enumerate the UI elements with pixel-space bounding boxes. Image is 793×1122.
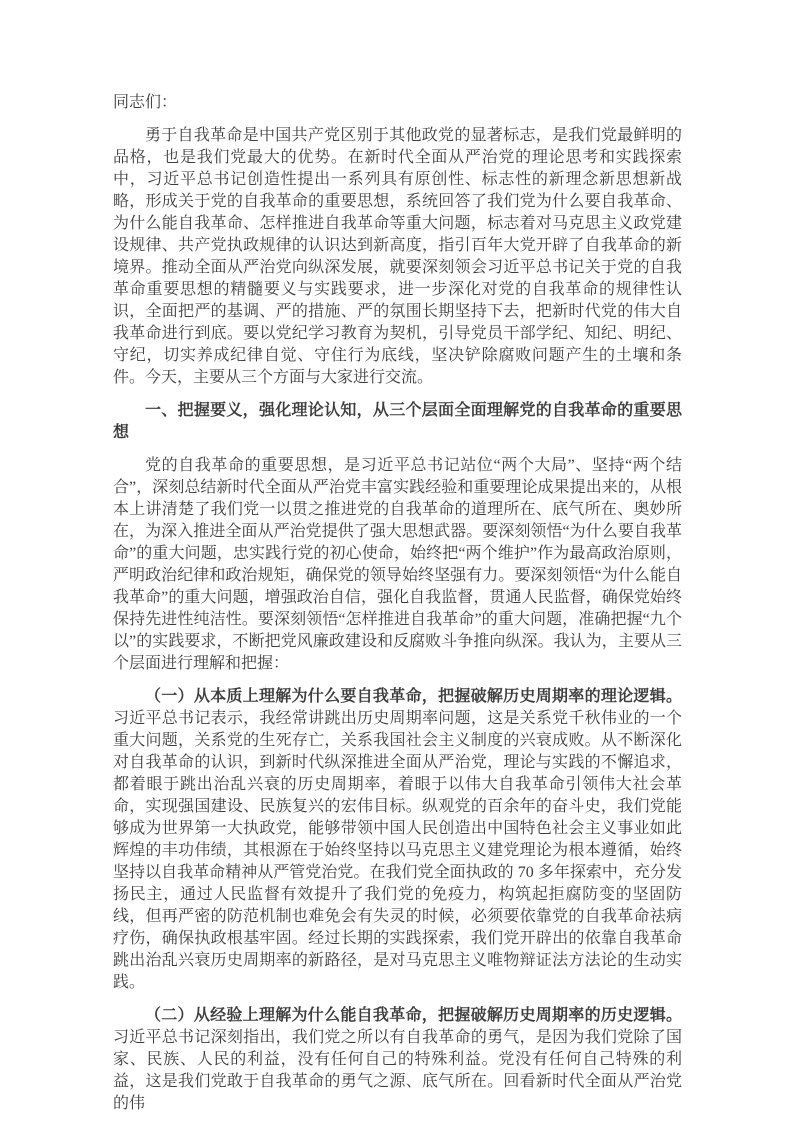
- intro-paragraph: 勇于自我革命是中国共产党区别于其他政党的显著标志，是我们党最鲜明的品格，也是我们党最大的优势。在新时代全面从严治党的理论思考和实践探索中，习近平总书记创造性提出一系列具有原创性、标志性的新理念新思想新战略，形成关于党的自我革命的重要思想，系统回答了我们党为什么要自我革命、为什么能自我革命、怎样推进自我革命等重大问题，标志着对马克思主义政党建设规律、共产党执政规律的认识达到新高度，指引百年大党开辟了自我革命的新境界。推动全面从严治党向纵深发展，就要深刻领会习近平总书记关于党的自我革命重要思想的精髓要义与实践要求，进一步深化对党的自我革命的规律性认识，全面把严的基调、严的措施、严的氛围长期坚持下去，把新时代党的伟大自我革命进行到底。要以党纪学习教育为契机，引导党员干部学纪、知纪、明纪、守纪，切实养成纪律自觉、守住行为底线，坚决铲除腐败问题产生的土壤和条件。今天，主要从三个方面与大家进行交流。: [113, 127, 682, 386]
- subsection-two-body: 习近平总书记深刻指出，我们党之所以有自我革命的勇气，是因为我们党除了国家、民族、人民的利益，没有任何自己的特殊利益。党没有任何自己特殊的利益，这是我们党敢于自我革命的勇气之源、底气所在。回看新时代全面从严治党的伟: [113, 1029, 682, 1112]
- subsection-two-paragraph: [113, 1005, 682, 1115]
- subsection-two-heading: （二）从经验上理解为什么能自我革命，把握破解历史周期率的历史逻辑。: [145, 1007, 682, 1024]
- subsection-one-heading: （一）从本质上理解为什么要自我革命，把握破解历史周期率的理论逻辑。: [145, 688, 682, 705]
- section-one-paragraph: 党的自我革命的重要思想，是习近平总书记站位“两个大局”、坚持“两个结合”，深刻总结新时代全面从严治党丰富实践经验和重要理论成果提出来的，从根本上讲清楚了我们党一以贯之推进党的自我革命的道理所在、底气所在、奥妙所在，为深入推进全面从严治党提供了强大思想武器。要深刻领悟“为什么要自我革命”的重大问题，忠实践行党的初心使命，始终把“两个维护”作为最高政治原则，严明政治纪律和政治规矩，确保党的领导始终坚强有力。要深刻领悟“为什么能自我革命”的重大问题，增强政治自信，强化自我监督，贯通人民监督，确保党始终保持先进性纯洁性。要深刻领悟“怎样推进自我革命”的重大问题，准确把握“九个以”的实践要求，不断把党风廉政建设和反腐败斗争推向纵深。我认为，主要从三个层面进行理解和把握：: [113, 457, 682, 672]
- section-one-heading: 一、把握要义，强化理论认知，从三个层面全面理解党的自我革命的重要思想: [113, 402, 682, 441]
- subsection-one-paragraph: [113, 686, 682, 994]
- salutation: 同志们：: [113, 94, 178, 111]
- subsection-one-body: 习近平总书记表示，我经常讲跳出历史周期率问题，这是关系党千秋伟业的一个重大问题，关系党的生死存亡，关系我国社会主义制度的兴衰成败。从不断深化对自我革命的认识，到新时代纵深推进全面从严治党，理论与实践的不懈追求，都着眼于跳出治乱兴衰的历史周期率，着眼于以伟大自我革命引领伟大社会革命，实现强国建设、民族复兴的宏伟目标。纵观党的百余年的奋斗史，我们党能够成为世界第一大执政党，能够带领中国人民创造出中国特色社会主义事业如此辉煌的丰功伟绩，其根源在于始终坚持以马克思主义建党理论为根本遵循，始终坚持以自我革命精神从严管党治党。在我们党全面执政的 70 多年探索中，充分发扬民主，通过人民监督有效提升了我们党的免疫力，构筑起拒腐防变的坚固防线，但再严密的防范机制也难免会有失灵的时候，必须要依靠党的自我革命祛病疗伤，确保执政根基牢固。经过长期的实践探索，我们党开辟出的依靠自我革命跳出治乱兴衰历史周期率的新路径，是对马克思主义唯物辩证法方法论的生动实践。: [113, 710, 682, 991]
